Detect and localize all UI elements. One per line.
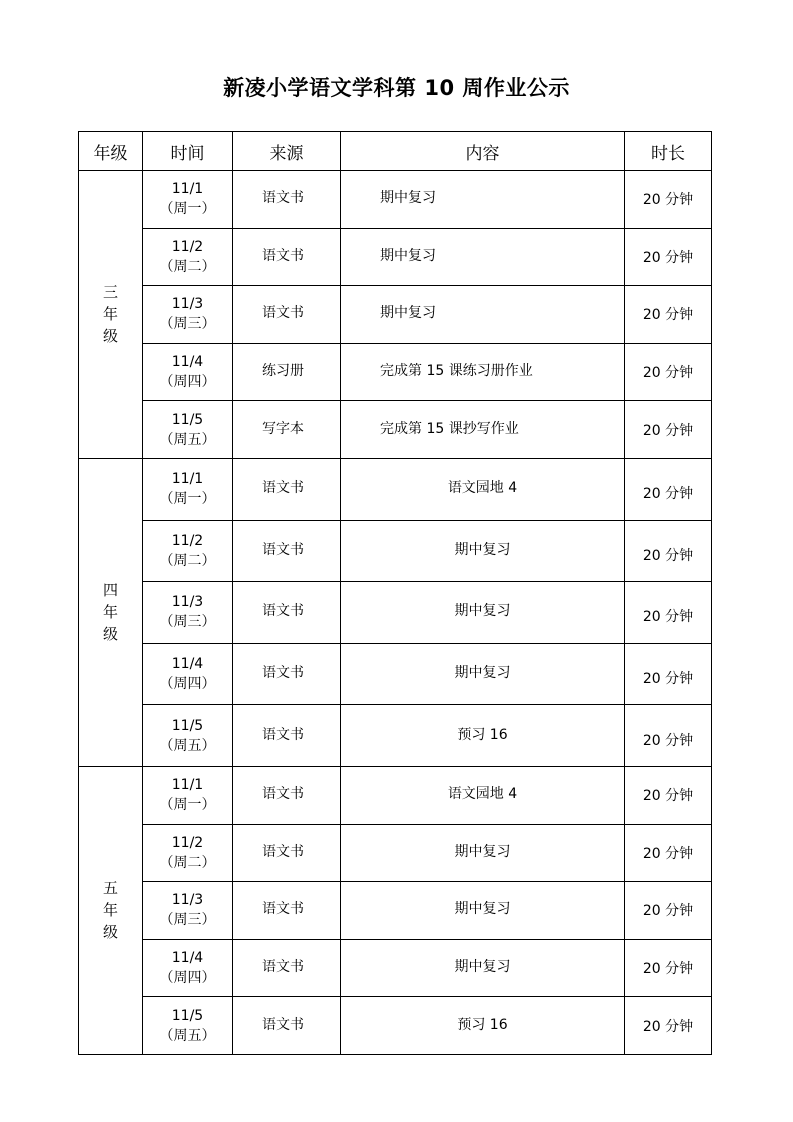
duration-cell: 20 分钟 (625, 286, 712, 344)
table-row (79, 228, 712, 286)
date-cell (143, 882, 233, 940)
weekday-text: （周五） (159, 1027, 216, 1044)
weekday-text: （周四） (159, 970, 216, 987)
date-text: 11/1 (171, 471, 204, 488)
date-text: 11/4 (171, 950, 204, 967)
duration-cell: 20 分钟 (625, 458, 712, 520)
duration-cell: 20 分钟 (625, 343, 712, 401)
source-cell: 语文书 (233, 939, 341, 997)
weekday-text: （周五） (159, 737, 216, 754)
date-cell (143, 582, 233, 644)
table-row (79, 286, 712, 344)
date-cell (143, 824, 233, 882)
table-row (79, 824, 712, 882)
grade-char: 年 (102, 305, 118, 324)
duration-cell: 20 分钟 (625, 520, 712, 582)
grade-cell (79, 171, 143, 459)
table-row (79, 766, 712, 824)
grade-char: 级 (102, 625, 118, 644)
grade-char: 级 (102, 327, 118, 346)
table-row (79, 582, 712, 644)
grade-char: 年 (102, 901, 118, 920)
date-text: 11/3 (171, 892, 204, 909)
source-cell: 练习册 (233, 343, 341, 401)
date-text: 11/2 (171, 834, 204, 851)
date-text: 11/5 (171, 411, 204, 428)
homework-table (78, 131, 712, 1055)
table-row (79, 520, 712, 582)
content-cell: 完成第 15 课练习册作业 (341, 343, 625, 401)
date-cell (143, 997, 233, 1055)
table-row (79, 997, 712, 1055)
weekday-text: （周三） (159, 316, 216, 333)
date-text: 11/5 (171, 717, 204, 734)
date-cell (143, 766, 233, 824)
content-cell: 期中复习 (341, 643, 625, 705)
header-duration: 时长 (625, 132, 712, 171)
date-cell (143, 520, 233, 582)
table-row (79, 882, 712, 940)
date-cell (143, 705, 233, 767)
content-cell: 完成第 15 课抄写作业 (341, 401, 625, 459)
date-text: 11/1 (171, 181, 204, 198)
header-row (79, 132, 712, 171)
table-row (79, 401, 712, 459)
source-cell: 语文书 (233, 520, 341, 582)
content-cell: 期中复习 (341, 582, 625, 644)
content-cell: 预习 16 (341, 997, 625, 1055)
duration-cell: 20 分钟 (625, 939, 712, 997)
date-text: 11/2 (171, 532, 204, 549)
table-row (79, 643, 712, 705)
date-cell (143, 286, 233, 344)
source-cell: 语文书 (233, 286, 341, 344)
table-row (79, 458, 712, 520)
date-cell (143, 171, 233, 229)
table-row (79, 939, 712, 997)
weekday-text: （周二） (159, 854, 216, 871)
content-cell: 期中复习 (341, 228, 625, 286)
duration-cell: 20 分钟 (625, 582, 712, 644)
grade-char: 级 (102, 923, 118, 942)
source-cell: 语文书 (233, 824, 341, 882)
date-cell (143, 401, 233, 459)
source-cell: 语文书 (233, 582, 341, 644)
weekday-text: （周四） (159, 676, 216, 693)
content-cell: 期中复习 (341, 171, 625, 229)
source-cell: 语文书 (233, 228, 341, 286)
weekday-text: （周五） (159, 431, 216, 448)
date-text: 11/4 (171, 656, 204, 673)
source-cell: 语文书 (233, 882, 341, 940)
table-row (79, 705, 712, 767)
source-cell: 语文书 (233, 766, 341, 824)
header-content: 内容 (341, 132, 625, 171)
duration-cell: 20 分钟 (625, 882, 712, 940)
page-title: 新凌小学语文学科第 10 周作业公示 (223, 76, 570, 100)
header-grade: 年级 (79, 132, 143, 171)
weekday-text: （周四） (159, 374, 216, 391)
date-text: 11/1 (171, 777, 204, 794)
content-cell: 期中复习 (341, 286, 625, 344)
date-text: 11/4 (171, 354, 204, 371)
table-row (79, 171, 712, 229)
weekday-text: （周一） (159, 201, 216, 218)
content-cell: 语文园地 4 (341, 766, 625, 824)
duration-cell: 20 分钟 (625, 171, 712, 229)
duration-cell: 20 分钟 (625, 228, 712, 286)
duration-cell: 20 分钟 (625, 643, 712, 705)
content-cell: 期中复习 (341, 520, 625, 582)
date-text: 11/2 (171, 238, 204, 255)
duration-cell: 20 分钟 (625, 766, 712, 824)
duration-cell: 20 分钟 (625, 824, 712, 882)
weekday-text: （周三） (159, 614, 216, 631)
header-time: 时间 (143, 132, 233, 171)
source-cell: 语文书 (233, 171, 341, 229)
date-text: 11/5 (171, 1007, 204, 1024)
content-cell: 语文园地 4 (341, 458, 625, 520)
date-text: 11/3 (171, 296, 204, 313)
source-cell: 语文书 (233, 643, 341, 705)
date-cell (143, 643, 233, 705)
table-row (79, 343, 712, 401)
weekday-text: （周二） (159, 552, 216, 569)
weekday-text: （周二） (159, 258, 216, 275)
grade-char: 四 (102, 581, 118, 600)
content-cell: 期中复习 (341, 939, 625, 997)
grade-cell (79, 766, 143, 1054)
source-cell: 写字本 (233, 401, 341, 459)
source-cell: 语文书 (233, 997, 341, 1055)
grade-char: 三 (102, 283, 118, 302)
weekday-text: （周三） (159, 912, 216, 929)
grade-char: 五 (102, 879, 118, 898)
duration-cell: 20 分钟 (625, 705, 712, 767)
weekday-text: （周一） (159, 491, 216, 508)
content-cell: 预习 16 (341, 705, 625, 767)
content-cell: 期中复习 (341, 882, 625, 940)
date-text: 11/3 (171, 594, 204, 611)
grade-char: 年 (102, 603, 118, 622)
duration-cell: 20 分钟 (625, 997, 712, 1055)
source-cell: 语文书 (233, 705, 341, 767)
weekday-text: （周一） (159, 797, 216, 814)
date-cell (143, 458, 233, 520)
date-cell (143, 343, 233, 401)
content-cell: 期中复习 (341, 824, 625, 882)
source-cell: 语文书 (233, 458, 341, 520)
header-source: 来源 (233, 132, 341, 171)
date-cell (143, 939, 233, 997)
duration-cell: 20 分钟 (625, 401, 712, 459)
date-cell (143, 228, 233, 286)
grade-cell (79, 458, 143, 766)
